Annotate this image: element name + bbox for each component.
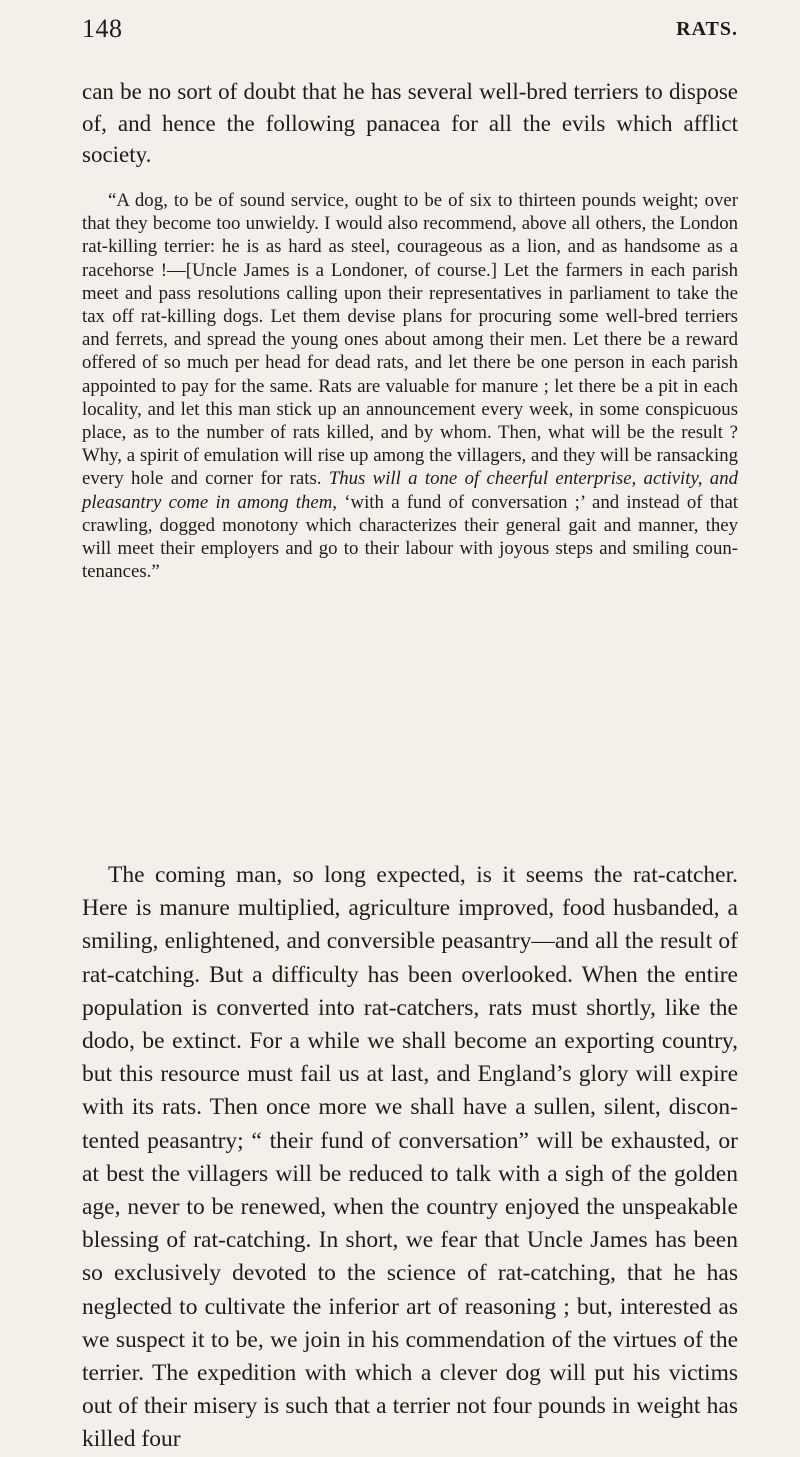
quote-text-part-1: “A dog, to be of sound service, ought to be of six to thirteen pounds weight; over that they become too unwieldy. I would also recommend, above all others, the London rat-killing terrier: he is as hard as steel, courageous as a lion, and as handsome as a racehorse !—[Uncle James is a Londoner, of course.] Let the farmers in each parish meet and pass resolutions calling upon their representatives in parliament to take the tax off rat-killing dogs. Let them devise plans for procuring some well-bred terriers and ferrets, and spread the young ones about among their men. Let there be a reward offered of so much per head for dead rats, and let there be one person in each parish appointed to pay for the same. Rats are valuable for manure ; let there be a pit in each locality, and let this man stick up an announcement every week, in some conspicuous place, as to the number of rats killed, and by whom. Then, what will be the result ? Why, a spirit of emulation will rise up among the villagers, and they will be ransacking every hole and corner for rats. [82,190,738,490]
running-head [82,14,738,50]
quoted-passage [82,189,738,583]
quote-italic-text: Thus will a tone of cheerful enterprise, activity, and pleasantry come in among them, [82,468,738,513]
page-number: 148 [82,14,123,43]
intro-paragraph: can be no sort of doubt that he has several well-bred terriers to dispose of, and hence the following panacea for all the evils which afflict society. [82,79,738,167]
running-title: RATS. [676,18,738,40]
quote-text-part-2: ‘with a fund of conversation ;’ and instead of that crawling, dogged monotony which characterizes their general gait and manner, they will meet their employers and go to their labour with joyous steps and smiling countenances.” [82,491,738,583]
body-paragraph: The coming man, so long expected, is it seems the rat-catcher. Here is manure multiplied, agriculture improved, food husbanded, a smiling, enlightened, and conversible peasantry—and all the result of rat-catching. But a difficulty has been overlooked. When the entire population is converted into rat-catchers, rats must shortly, like the dodo, be extinct. For a while we shall become an exporting country, but this resource must fail us at last, and England’s glory will expire with its rats. Then once more we shall have a sullen, silent, discontented peasantry; “ their fund of conversation” will be exhausted, or at best the villagers will be reduced to talk with a sigh of the golden age, never to be renewed, when the country enjoyed the unspeakable blessing of rat-catching. In short, we fear that Uncle James has been so exclusively devoted to the science of rat-catching, that he has neglected to cultivate the inferior art of reasoning ; but, interested as we suspect it to be, we join in his commendation of the virtues of the terrier. The expedition with which a clever dog will put his victims out of their misery is such that a terrier not four pounds in weight has killed four [82,862,738,1453]
